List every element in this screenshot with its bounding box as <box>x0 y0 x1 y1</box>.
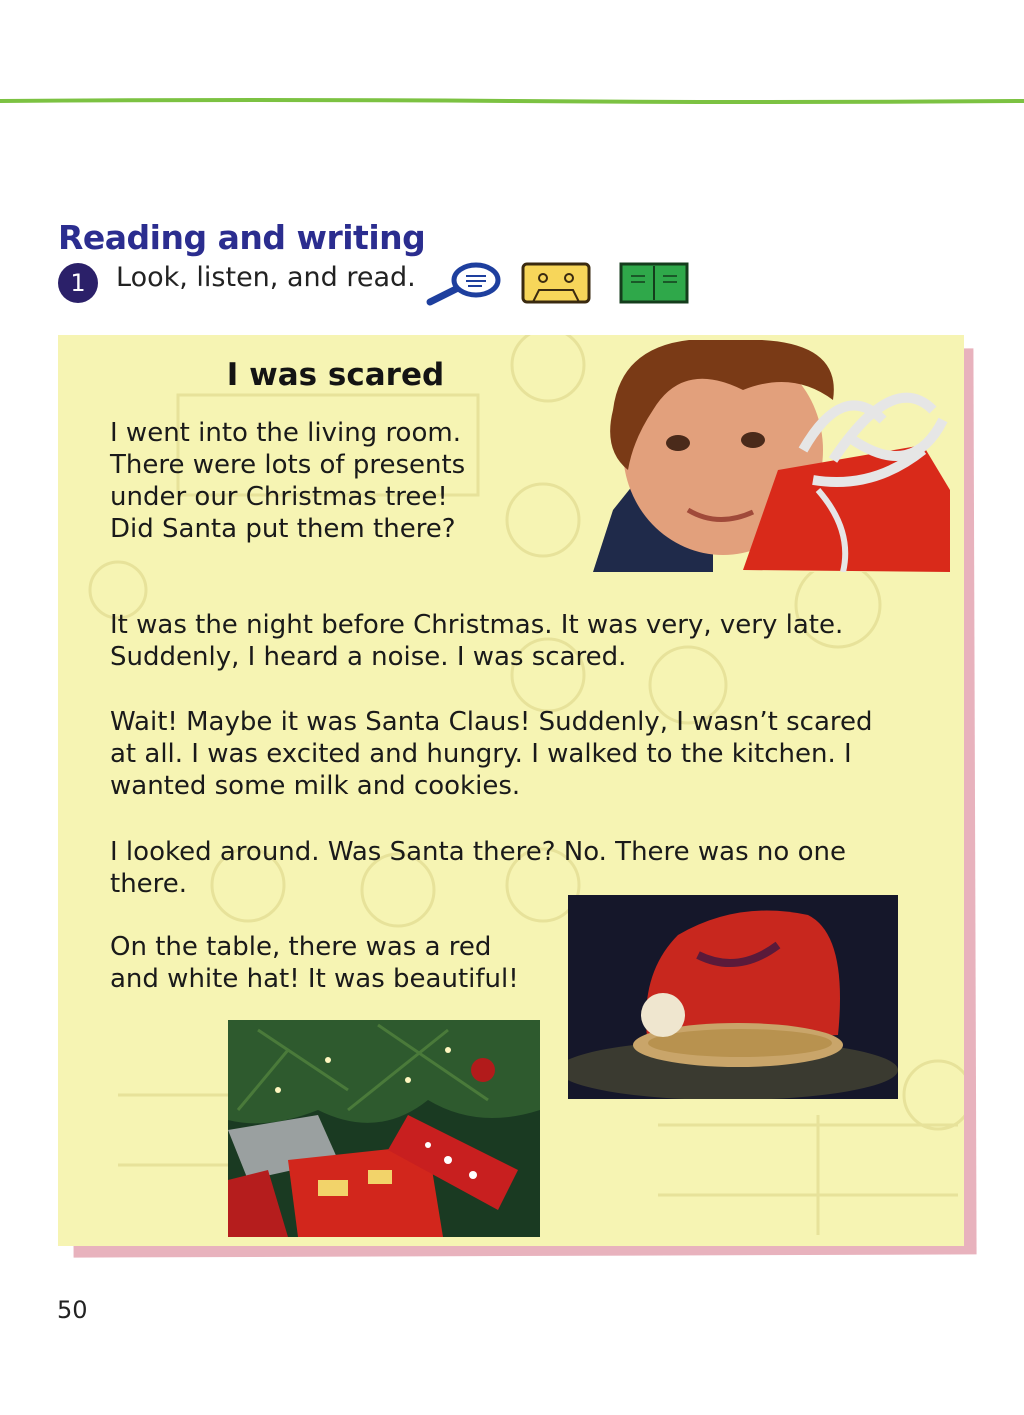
santa-hat-photo <box>568 895 898 1099</box>
cassette-icon <box>521 262 591 304</box>
presents-under-tree-photo <box>228 1020 540 1237</box>
story-paragraph-5 <box>110 931 519 995</box>
reading-panel <box>58 335 964 1246</box>
top-divider <box>0 98 1024 104</box>
story-paragraph-2 <box>110 609 843 673</box>
section-title: Reading and writing <box>58 218 426 257</box>
story-line: Suddenly, I heard a noise. I was scared. <box>110 642 627 672</box>
story-paragraph-1 <box>110 417 465 545</box>
story-line: Wait! Maybe it was Santa Claus! Suddenly, I wasn’t scared <box>110 707 873 737</box>
story-line: there. <box>110 869 188 899</box>
story-line: under our Christmas tree! <box>110 482 448 512</box>
magnifier-icon <box>424 262 504 308</box>
story-title: I was scared <box>226 357 445 393</box>
story-line: at all. I was excited and hungry. I walked to the kitchen. I <box>110 739 852 769</box>
page-number: 50 <box>57 1296 88 1324</box>
story-line: On the table, there was a red <box>110 932 492 962</box>
story-paragraph-4 <box>110 836 846 900</box>
story-line: I went into the living room. <box>110 418 461 448</box>
story-line: It was the night before Christmas. It was very, very late. <box>110 610 844 640</box>
story-line: and white hat! It was beautiful! <box>110 964 519 994</box>
book-icon <box>619 262 689 304</box>
story-paragraph-3 <box>110 706 873 802</box>
story-line: Did Santa put them there? <box>110 514 456 544</box>
story-line: I looked around. Was Santa there? No. There was no one <box>110 837 846 867</box>
story-line: There were lots of presents <box>110 450 466 480</box>
exercise-instruction: Look, listen, and read. <box>116 262 416 293</box>
boy-with-present-photo <box>593 340 950 572</box>
story-line: wanted some milk and cookies. <box>110 771 521 801</box>
exercise-number-badge: 1 <box>58 263 98 303</box>
